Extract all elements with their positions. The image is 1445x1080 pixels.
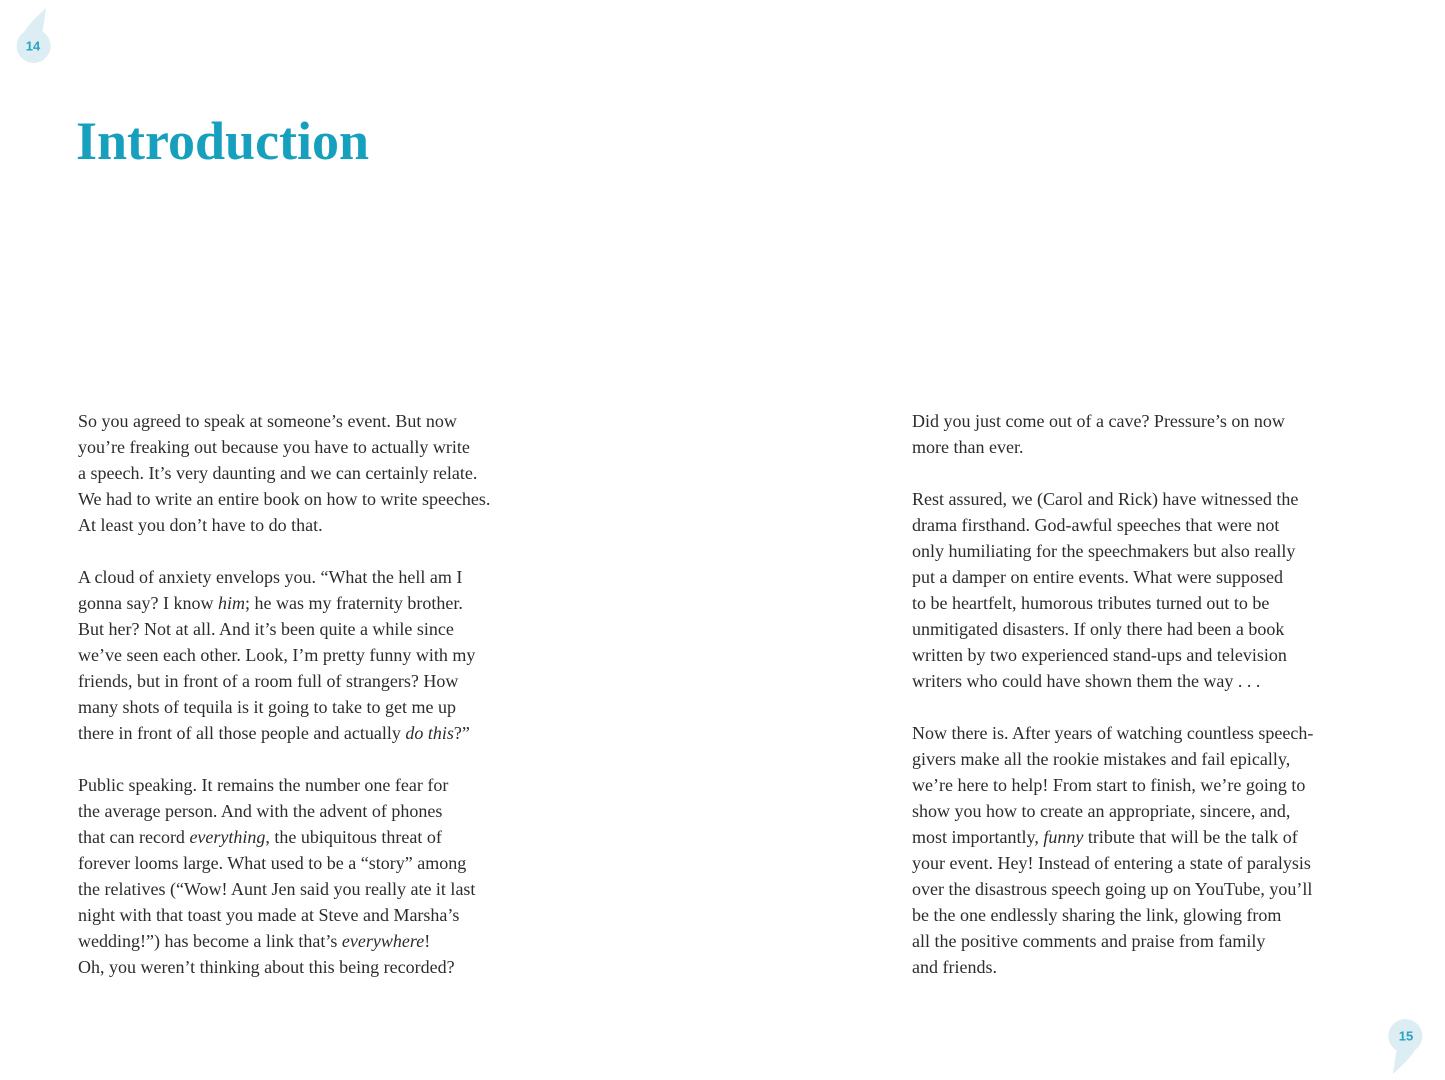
text-line: gonna say? I know him; he was my fraternity brother. [78, 593, 463, 613]
left-text-column [78, 408, 548, 980]
text-line: to be heartfelt, humorous tributes turned out to be [912, 593, 1270, 613]
paragraph [78, 408, 548, 538]
text-line: forever looms large. What used to be a “story” among [78, 853, 467, 873]
text-line: you’re freaking out because you have to actually write [78, 437, 470, 457]
text-line: So you agreed to speak at someone’s event. But now [78, 411, 457, 431]
text-line: wedding!”) has become a link that’s everywhere! [78, 931, 431, 951]
page-number: 15 [1398, 1028, 1414, 1044]
text-line: be the one endlessly sharing the link, glowing from [912, 905, 1282, 925]
paragraph [78, 772, 548, 980]
chapter-title: Introduction [76, 111, 370, 172]
text-line: writers who could have shown them the way . . . [912, 671, 1261, 691]
text-line: Public speaking. It remains the number one fear for [78, 775, 449, 795]
text-line: night with that toast you made at Steve and Marsha’s [78, 905, 460, 925]
text-line: Rest assured, we (Carol and Rick) have witnessed the [912, 489, 1299, 509]
text-line: Did you just come out of a cave? Pressure’s on now [912, 411, 1285, 431]
text-line: a speech. It’s very daunting and we can certainly relate. [78, 463, 478, 483]
text-line: Oh, you weren’t thinking about this being recorded? [78, 957, 455, 977]
text-line: more than ever. [912, 437, 1024, 457]
text-line: that can record everything, the ubiquitous threat of [78, 827, 442, 847]
text-line: over the disastrous speech going up on YouTube, you’ll [912, 879, 1313, 899]
text-line: written by two experienced stand-ups and television [912, 645, 1287, 665]
text-line: A cloud of anxiety envelops you. “What the hell am I [78, 567, 463, 587]
text-line: givers make all the rookie mistakes and fail epically, [912, 749, 1291, 769]
text-line: Now there is. After years of watching countless speech- [912, 723, 1314, 743]
text-line: We had to write an entire book on how to write speeches. [78, 489, 491, 509]
text-line: show you how to create an appropriate, sincere, and, [912, 801, 1291, 821]
paragraph [912, 720, 1362, 980]
text-line: there in front of all those people and actually do this?” [78, 723, 470, 743]
text-line: But her? Not at all. And it’s been quite a while since [78, 619, 454, 639]
text-line: all the positive comments and praise from family [912, 931, 1266, 951]
opening-quote-icon [14, 6, 52, 64]
text-line: many shots of tequila is it going to take to get me up [78, 697, 456, 717]
text-line: and friends. [912, 957, 997, 977]
closing-quote-icon [1387, 1018, 1425, 1076]
paragraph [78, 564, 548, 746]
text-line: the relatives (“Wow! Aunt Jen said you really ate it last [78, 879, 476, 899]
text-line: we’re here to help! From start to finish, we’re going to [912, 775, 1306, 795]
text-line: put a damper on entire events. What were supposed [912, 567, 1284, 587]
text-line: drama firsthand. God-awful speeches that were not [912, 515, 1280, 535]
text-line: only humiliating for the speechmakers but also really [912, 541, 1296, 561]
text-line: we’ve seen each other. Look, I’m pretty funny with my [78, 645, 476, 665]
text-line: most importantly, funny tribute that will be the talk of [912, 827, 1298, 847]
text-line: friends, but in front of a room full of strangers? How [78, 671, 459, 691]
page-number-badge-right [1387, 1018, 1425, 1076]
text-line: your event. Hey! Instead of entering a state of paralysis [912, 853, 1311, 873]
page-number: 14 [25, 38, 41, 54]
page-number-badge-left [14, 6, 52, 64]
text-line: the average person. And with the advent of phones [78, 801, 443, 821]
right-text-column [912, 408, 1362, 980]
text-line: unmitigated disasters. If only there had been a book [912, 619, 1285, 639]
text-line: At least you don’t have to do that. [78, 515, 323, 535]
paragraph [912, 408, 1362, 460]
paragraph [912, 486, 1362, 694]
